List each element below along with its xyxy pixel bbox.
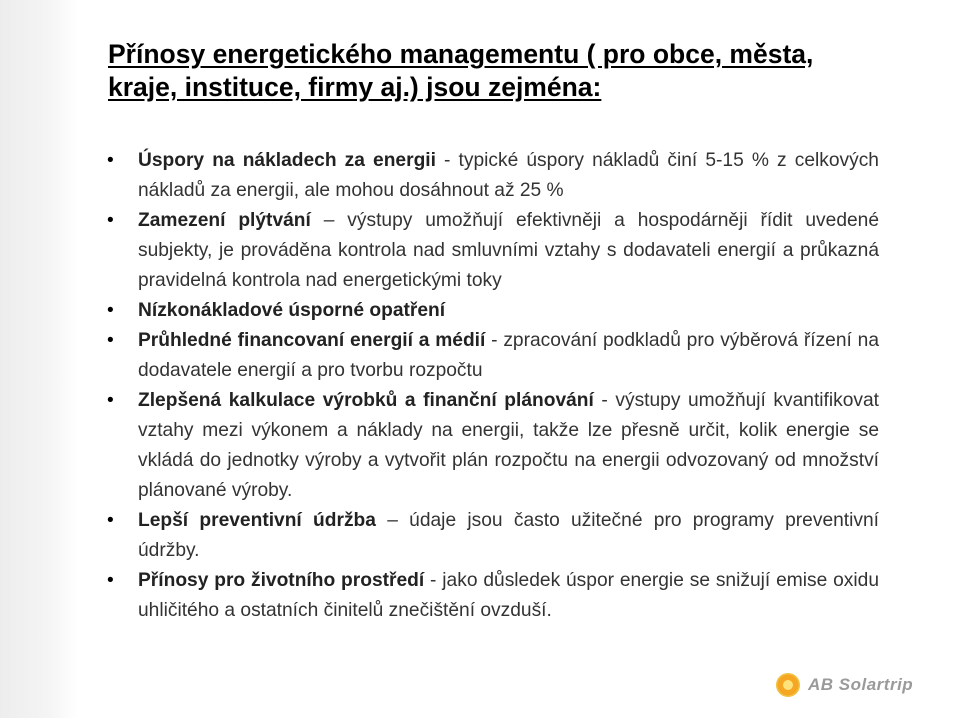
title-line-1: Přínosy energetického managementu ( pro obce, města, [108, 39, 814, 69]
list-item [107, 206, 879, 296]
list-item-text: – výstupy umožňují efektivněji a hospodárněji řídit uvedené subjekty, je prováděna kontrola nad smluvními vztahy s dodavateli energií a průkazná pravidelná kontrola nad energetickými toky [138, 210, 880, 291]
company-logo [776, 670, 932, 700]
list-item-text: - výstupy umožňují kvantifikovat vztahy mezi výkonem a náklady na energii, takže lze přesně určit, kolik energie se vkládá do jednotky výroby a vytvořit plán rozpočtu na energii odvozovaný od množství plánované výroby. [138, 390, 879, 501]
list-item-text: - typické úspory nákladů činí 5-15 % z celkových nákladů za energii, ale mohou dosáhnout až 25 % [138, 150, 879, 201]
list-item-heading: Zlepšená kalkulace výrobků a finanční plánování [138, 390, 594, 411]
benefits-list [107, 146, 879, 626]
list-item-text: - zpracování podkladů pro výběrová řízení na dodavatele energií a pro tvorbu rozpočtu [138, 330, 879, 381]
list-item-heading: Nízkonákladové úsporné opatření [138, 300, 446, 321]
list-item-heading: Lepší preventivní údržba [138, 510, 376, 531]
list-item-heading: Zamezení plýtvání [138, 210, 311, 231]
list-item-heading: Přínosy pro životního prostředí [138, 570, 425, 591]
left-decorative-bar [0, 0, 78, 718]
sun-logo-icon [776, 673, 800, 697]
list-item [107, 326, 879, 386]
list-item [107, 386, 879, 506]
slide-title [108, 38, 908, 104]
list-item [107, 506, 879, 566]
list-item [107, 146, 879, 206]
list-item-heading: Úspory na nákladech za energii [138, 150, 436, 171]
list-item-text: - jako důsledek úspor energie se snižují emise oxidu uhličitého a ostatních činitelů znečištění ovzduší. [138, 570, 879, 621]
title-line-2: kraje, instituce, firmy aj.) jsou zejména: [108, 72, 602, 102]
list-item [107, 296, 879, 326]
list-item [107, 566, 879, 626]
list-item-heading: Průhledné financovaní energií a médií [138, 330, 486, 351]
list-item-text: – údaje jsou často užitečné pro programy preventivní údržby. [138, 510, 879, 561]
logo-text: AB Solartrip [808, 675, 914, 694]
